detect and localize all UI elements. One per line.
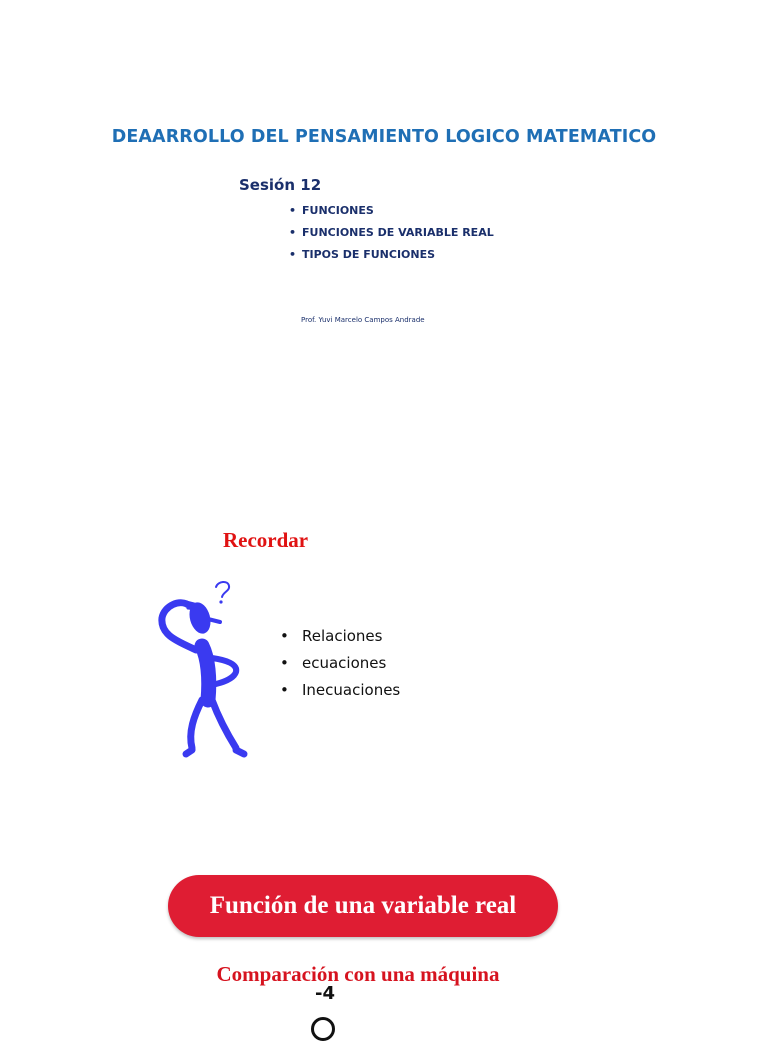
bullet-icon: • (280, 681, 289, 699)
bullet-icon: • (289, 248, 297, 261)
input-value: -4 (315, 983, 335, 1004)
recall-item-label: Relaciones (302, 627, 383, 645)
bullet-icon: • (289, 226, 297, 239)
section-banner: Función de una variable real (168, 875, 558, 937)
list-item (289, 204, 494, 226)
bullet-icon: • (280, 627, 289, 645)
page-title: DEAARROLLO DEL PENSAMIENTO LOGICO MATEMATICO (111, 127, 657, 147)
recall-item-label: ecuaciones (302, 654, 387, 672)
topic-label: FUNCIONES (302, 204, 374, 217)
professor-name: Prof. Yuvi Marcelo Campos Andrade (301, 316, 425, 324)
recall-heading: Recordar (223, 528, 309, 552)
recall-list (280, 626, 400, 707)
list-item (280, 626, 400, 653)
list-item (280, 680, 400, 707)
topic-list (289, 204, 494, 270)
section-subtitle: Comparación con una máquina (216, 962, 500, 986)
session-label: Sesión 12 (239, 176, 322, 194)
thinking-person-icon (152, 578, 252, 764)
topic-label: TIPOS DE FUNCIONES (302, 248, 436, 261)
list-item (289, 226, 494, 248)
bullet-icon: • (280, 654, 289, 672)
recall-item-label: Inecuaciones (302, 681, 401, 699)
topic-label: FUNCIONES DE VARIABLE REAL (302, 226, 494, 239)
cropped-glyph (311, 1017, 335, 1041)
list-item (280, 653, 400, 680)
list-item (289, 248, 494, 270)
bullet-icon: • (289, 204, 297, 217)
